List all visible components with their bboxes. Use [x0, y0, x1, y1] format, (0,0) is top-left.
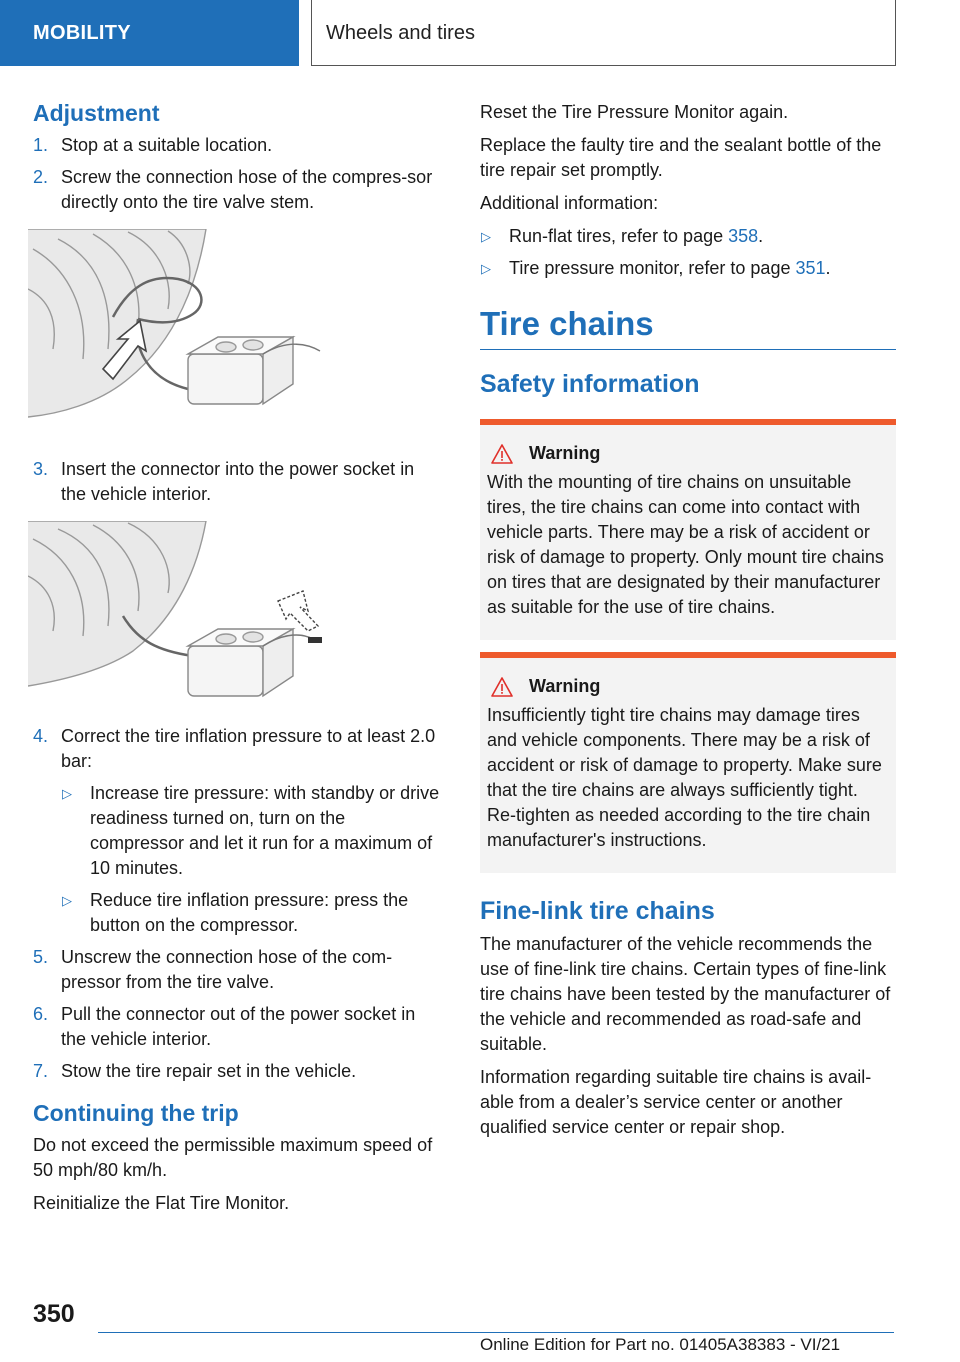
warning-text: Insufficiently tight tire chains may damage tires and vehicle components. There may be a risk of accident or risk of damage to property. Make sure that the tire chains are always sufficiently tight. Re-tighten as needed according to the tire chain manufacturer's instructions. [487, 705, 882, 850]
bullet-text: Increase tire pressure: with standby or drive readiness turned on, turn on the compressor and let it run for a maximum of 10 minutes. [90, 783, 440, 878]
step-number: 3. [33, 459, 49, 479]
tire-chains-title: Tire chains [480, 305, 896, 350]
warning-title [487, 443, 888, 464]
warning-triangle-icon [491, 444, 513, 464]
adjustment-steps [33, 133, 443, 215]
bullet-increase-pressure [61, 781, 443, 881]
page-header [0, 0, 960, 66]
chapter-label: Wheels and tires [311, 0, 896, 66]
warning-text: With the mounting of tire chains on unsuitable tires, the tire chains can come into contact with vehicle parts. There may be a risk of accident or risk of damage to property. Only mount tire chains on tires that are designated by their manufacturer as suitable for the use of tire chains. [487, 472, 884, 617]
step-number: 4. [33, 726, 49, 746]
page-link-358[interactable]: 358 [728, 226, 759, 246]
continuing-heading: Continuing the trip [33, 1100, 239, 1126]
fine-link-paragraph-2: Information regarding suitable tire chains is avail-able from a dealer’s service center or another qualified service center or repair shop. [480, 1067, 872, 1137]
reference-list [480, 224, 896, 281]
step-4-bullets [61, 781, 443, 938]
fine-link-paragraph-1: The manufacturer of the vehicle recommends the use of fine-link tire chains. Certain types of fine-link tire chains have been tested by the manufacturer of the vehicle and recommended as road-safe and suitable. [480, 934, 891, 1054]
bullet-reduce-pressure [61, 888, 443, 938]
left-column [33, 100, 443, 1224]
adjustment-steps-cont [33, 457, 443, 507]
step-text: Correct the tire inflation pressure to at least 2.0 bar: [61, 726, 436, 771]
step-number: 6. [33, 1004, 49, 1024]
warning-box-tight-chains [480, 652, 896, 873]
step-4 [33, 724, 443, 938]
triangle-bullet-icon: ▷ [481, 229, 491, 244]
reinitialize-paragraph: Reinitialize the Flat Tire Monitor. [33, 1193, 290, 1213]
triangle-bullet-icon: ▷ [481, 261, 491, 276]
page-link-351[interactable]: 351 [795, 258, 826, 278]
adjustment-heading: Adjustment [33, 100, 160, 126]
edition-label: Online Edition for Part no. 01405A38383 - VI/21 [480, 1335, 841, 1354]
fine-link-heading: Fine-link tire chains [480, 897, 715, 925]
warning-title-text: Warning [529, 676, 601, 696]
power-connector-illustration [28, 521, 328, 706]
safety-info-heading: Safety information [480, 370, 700, 398]
page-number: 350 [33, 1300, 75, 1328]
step-text: Insert the connector into the power socket in the vehicle interior. [61, 459, 415, 504]
ref-run-flat: ▷ Run-flat tires, refer to page 358. [480, 224, 896, 249]
step-number: 7. [33, 1061, 49, 1081]
replace-paragraph: Replace the faulty tire and the sealant bottle of the tire repair set promptly. [480, 135, 882, 180]
ref-text: Run-flat tires, refer to page [509, 226, 729, 246]
step-text: Stop at a suitable location. [61, 135, 273, 155]
step-text: Unscrew the connection hose of the com-pressor from the tire valve. [61, 947, 393, 992]
step-number: 2. [33, 167, 49, 187]
triangle-bullet-icon: ▷ [62, 893, 72, 908]
reset-paragraph: Reset the Tire Pressure Monitor again. [480, 102, 789, 122]
step-text: Pull the connector out of the power socket in the vehicle interior. [61, 1004, 416, 1049]
section-label: MOBILITY [0, 0, 299, 66]
bullet-text: Reduce tire inflation pressure: press the button on the compressor. [90, 890, 409, 935]
footer-divider [98, 1332, 894, 1333]
step-text: Screw the connection hose of the compres-sor directly onto the tire valve stem. [61, 167, 433, 212]
warning-box-unsuitable-tires [480, 419, 896, 640]
step-2 [33, 165, 443, 215]
step-text: Stow the tire repair set in the vehicle. [61, 1061, 357, 1081]
step-6 [33, 1002, 443, 1052]
step-7 [33, 1059, 443, 1084]
right-column [480, 100, 896, 1148]
step-number: 5. [33, 947, 49, 967]
ref-tire-pressure-monitor: ▷ Tire pressure monitor, refer to page 351. [480, 256, 896, 281]
step-1 [33, 133, 443, 158]
additional-info-label: Additional information: [480, 193, 659, 213]
triangle-bullet-icon: ▷ [62, 786, 72, 801]
step-number: 1. [33, 135, 49, 155]
step-3 [33, 457, 443, 507]
adjustment-steps-cont2 [33, 724, 443, 1084]
warning-title-text: Warning [529, 443, 601, 463]
warning-triangle-icon [491, 677, 513, 697]
speed-paragraph: Do not exceed the permissible maximum speed of 50 mph/80 km/h. [33, 1135, 433, 1180]
ref-text: Tire pressure monitor, refer to page [509, 258, 796, 278]
step-5 [33, 945, 443, 995]
warning-title [487, 676, 888, 697]
compressor-on-valve-illustration [28, 229, 328, 439]
